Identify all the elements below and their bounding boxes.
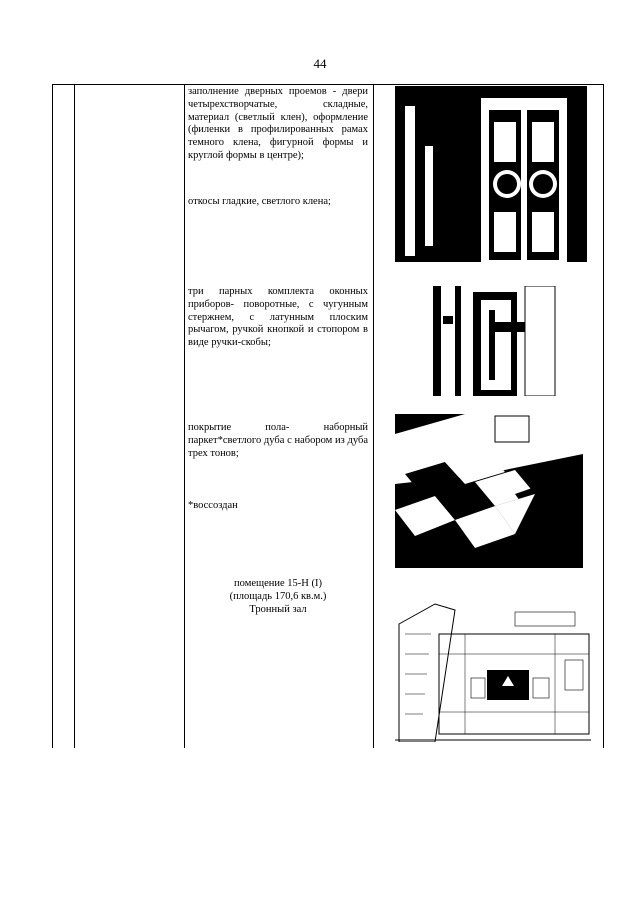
floor-plan-image <box>395 594 591 742</box>
table-top-border <box>52 84 604 85</box>
table-border-col1 <box>74 84 75 748</box>
room-number: помещение 15-Н (I) <box>234 578 322 589</box>
table-border-col2 <box>184 84 185 748</box>
description-table <box>52 84 604 748</box>
doors-description: заполнение дверных проемов - двери четырехстворчатые, складные, материал (светлый клен), оформление (филенки в профилированных рамах темного клена, фигурной формы и круглой формы в центре); <box>188 86 368 161</box>
room-label <box>188 578 368 616</box>
room-area: (площадь 170,6 кв.м.) <box>229 590 327 602</box>
jambs-description: откосы гладкие, светлого клена; <box>188 196 331 207</box>
doors-photo <box>395 86 587 270</box>
window-fittings-photo <box>425 286 557 396</box>
table-border-left <box>52 84 53 748</box>
restoration-note: *воссоздан <box>188 500 238 511</box>
page-number: 44 <box>313 56 327 71</box>
room-name: Тронный зал <box>249 603 307 615</box>
table-border-col3 <box>373 84 374 748</box>
parquet-photo <box>395 414 583 568</box>
windows-description: три парных комплекта оконных приборов- поворотные, с чугунным стержнем, с латунным плоским рычагом, ручкой кнопкой и стопором в виде ручки-скобы; <box>188 286 368 349</box>
floor-description: покрытие пола- наборный паркет*светлого дуба с набором из дуба трех тонов; <box>188 422 368 459</box>
table-border-right <box>603 84 604 748</box>
